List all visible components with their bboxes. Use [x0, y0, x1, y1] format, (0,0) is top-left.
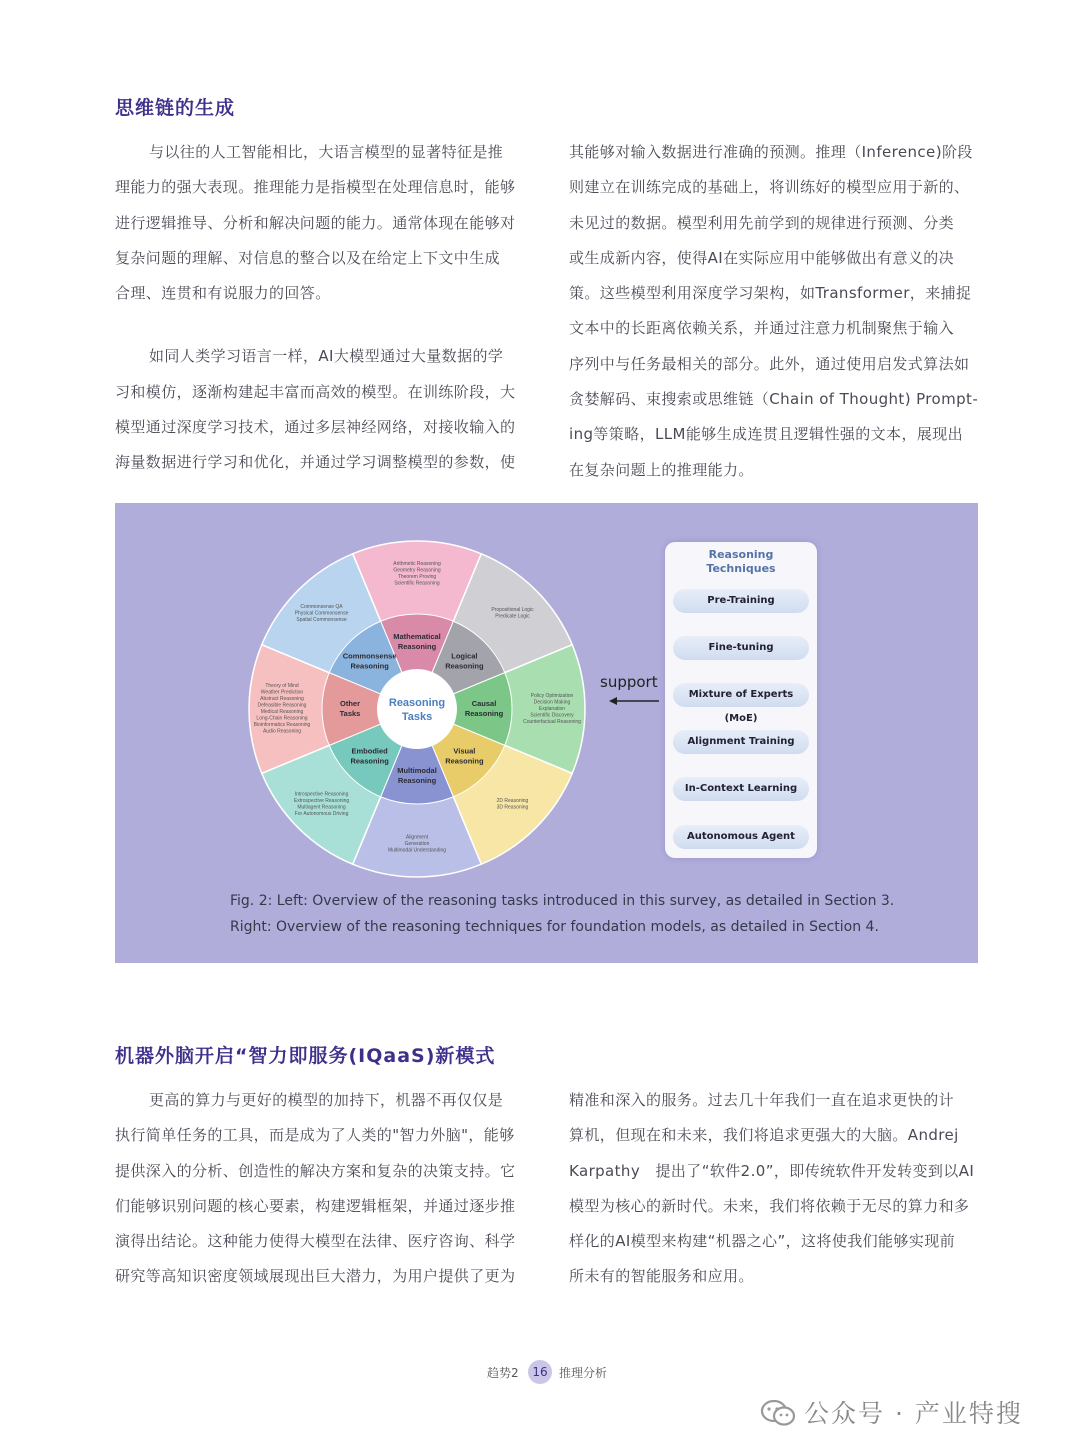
caption-line: Right: Overview of the reasoning techniques for foundation models, as detailed in Section 4. — [230, 919, 879, 935]
wheel-task-label: Embodied — [351, 746, 388, 756]
wheel-subtask-note: Scientific Reasoning — [394, 580, 440, 587]
section2-right-column — [569, 1083, 979, 1295]
wheel-subtask-note: Geometry Reasoning — [393, 567, 441, 574]
wheel-subtask-note: Counterfactual Reasoning — [523, 718, 581, 725]
text-line: 复杂问题的理解、对信息的整合以及在给定上下文中生成 — [115, 248, 501, 267]
text-line: 策。这些模型利用深度学习架构，如Transformer，来捕捉 — [569, 284, 972, 303]
text-line: Karpathy 提出了“软件2.0”，即传统软件开发转变到以AI — [569, 1161, 975, 1180]
text-line: 贪婪解码、束搜索或思维链（Chain of Thought) Prompt- — [569, 390, 979, 409]
wheel-subtask-note: Weather Prediction — [260, 689, 304, 696]
section-heading-cot: 思维链的生成 — [115, 97, 236, 119]
text-line: 理能力的强大表现。推理能力是指模型在处理信息时，能够 — [115, 178, 516, 197]
text-line: 进行逻辑推导、分析和解决问题的能力。通常体现在能够对 — [115, 213, 516, 232]
wheel-subtask-note: Physical Commonsense — [294, 610, 349, 617]
technique-moe: Mixture of Experts (MoE) — [673, 683, 809, 707]
technique-pretraining: Pre-Training — [673, 589, 809, 613]
arrow-left-icon — [609, 695, 659, 707]
wheel-task-label: Reasoning — [445, 756, 484, 766]
paragraph — [115, 135, 525, 311]
text-line: 样化的AI模型来构建“机器之心”，这将使我们能够实现前 — [569, 1232, 956, 1251]
wheel-subtask-note: Policy Optimization — [530, 692, 574, 699]
wheel-task-label: Causal — [471, 699, 497, 708]
technique-finetuning: Fine-tuning — [673, 636, 809, 660]
wheel-task-label: Reasoning — [464, 709, 504, 718]
technique-in-context-learning: In-Context Learning — [673, 777, 809, 801]
wheel-subtask-note: Audio Reasoning — [262, 728, 302, 735]
text-line: 习和模仿，逐渐构建起丰富而高效的模型。在训练阶段，大 — [115, 382, 516, 401]
section1-left-column — [115, 135, 525, 481]
wheel-subtask-note: Extrospective Reasoning — [293, 797, 350, 804]
text-line: 研究等高知识密度领域展现出巨大潜力，为用户提供了更为 — [115, 1267, 516, 1286]
wheel-subtask-note: Defeasible Reasoning — [257, 702, 307, 709]
text-line: 精准和深入的服务。过去几十年我们一直在追求更快的计 — [569, 1091, 955, 1109]
technique-autonomous-agent: Autonomous Agent — [673, 825, 809, 849]
wheel-center-label: Reasoning — [388, 697, 446, 709]
caption-line: Fig. 2: Left: Overview of the reasoning tasks introduced in this survey, as detailed in Section 3. — [230, 893, 895, 909]
text-line: 提供深入的分析、创造性的解决方案和复杂的决策支持。它 — [115, 1161, 516, 1180]
wheel-subtask-note: Arithmetic Reasoning — [393, 561, 441, 567]
text-line: 未见过的数据。模型利用先前学到的规律进行预测、分类 — [569, 213, 955, 232]
support-label: support — [600, 673, 658, 691]
reasoning-techniques-panel — [665, 542, 817, 858]
reasoning-tasks-wheel — [247, 539, 587, 879]
paragraph — [569, 135, 979, 488]
wheel-subtask-note: Multimodal Understanding — [387, 847, 447, 854]
section-heading-iqaas: 机器外脑开启“智力即服务(IQaaS)新模式 — [115, 1045, 496, 1067]
wheel-subtask-note: Medical Reasoning — [260, 709, 304, 715]
wheel-subtask-note: Abstract Reasoning — [260, 696, 304, 702]
wheel-subtask-note: Theorem Proving — [397, 574, 437, 580]
text-line: 如同人类学习语言一样，AI大模型通过大量数据的学 — [149, 347, 504, 366]
text-line: 们能够识别问题的核心要素，构建逻辑框架，并通过逐步推 — [115, 1196, 516, 1215]
text-line: 执行简单任务的工具，而是成为了人类的"智力外脑"，能够 — [115, 1126, 515, 1145]
page-number-badge: 16 — [528, 1360, 552, 1384]
page-footer — [0, 1360, 1080, 1384]
wheel-task-label: Multimodal — [397, 766, 437, 775]
wheel-subtask-note: Predicate Logic — [495, 613, 530, 620]
wheel-subtask-note: Spatial Commonsense — [296, 616, 347, 623]
text-line: 在复杂问题上的推理能力。 — [569, 460, 754, 479]
technique-alignment-training: Alignment Training — [673, 730, 809, 754]
wheel-subtask-note: Generation — [404, 840, 430, 847]
wheel-subtask-note: Scientific Discovery — [530, 712, 574, 719]
wheel-subtask-note: Long-Chain Reasoning — [256, 715, 308, 722]
watermark-text: 公众号 · 产业特搜 — [804, 1399, 1023, 1428]
text-line: 模型为核心的新时代。未来，我们将依赖于无尽的算力和多 — [569, 1196, 970, 1215]
wheel-subtask-note: For Autonomous Driving — [294, 810, 349, 817]
wheel-subtask-note: 3D Reasoning — [496, 804, 529, 811]
text-line: 演得出结论。这种能力使得大模型在法律、医疗咨询、科学 — [115, 1232, 516, 1251]
text-line: ing等策略，LLM能够生成连贯且逻辑性强的文本，展现出 — [569, 425, 964, 444]
wheel-subtask-note: 2D Reasoning — [496, 797, 529, 804]
wheel-center — [377, 669, 457, 749]
text-line: 海量数据进行学习和优化，并通过学习调整模型的参数，使 — [115, 453, 516, 472]
section2-left-column — [115, 1083, 525, 1295]
wheel-subtask-note: Theory of Mind — [265, 683, 299, 689]
wheel-subtask-note: Commonsense QA — [300, 603, 343, 610]
wheel-subtask-note: Propositional Logic — [491, 607, 534, 614]
techniques-title: Reasoning Techniques — [706, 548, 776, 575]
wheel-task-label: Logical — [451, 651, 478, 661]
wheel-center-label: Tasks — [401, 711, 433, 723]
text-line: 序列中与任务最相关的部分。此外，通过使用启发式算法如 — [569, 354, 970, 373]
wheel-task-label: Mathematical — [393, 632, 441, 641]
text-line: 更高的算力与更好的模型的加持下，机器不再仅仅是 — [149, 1091, 504, 1109]
text-line: 与以往的人工智能相比，大语言模型的显著特征是推 — [149, 143, 504, 161]
wheel-task-label: Reasoning — [350, 661, 389, 671]
section1-right-column — [569, 135, 979, 488]
wheel-subtask-note: Introspective Reasoning — [294, 791, 349, 798]
text-line: 所未有的智能服务和应用。 — [569, 1267, 754, 1286]
wheel-subtask-note: Multiagent Reasoning — [297, 804, 346, 811]
wheel-task-label: Reasoning — [350, 756, 389, 766]
text-line: 算机，但现在和未来，我们将追求更强大的大脑。Andrej — [569, 1126, 959, 1145]
text-line: 则建立在训练完成的基础上，将训练好的模型应用于新的、 — [569, 178, 970, 197]
text-line: 文本中的长距离依赖关系，并通过注意力机制聚焦于输入 — [569, 319, 955, 338]
figure-caption — [230, 888, 894, 940]
wheel-subtask-note: Decision Making — [533, 699, 571, 706]
wheel-task-label: Commonsense — [342, 651, 397, 661]
reasoning-figure — [115, 503, 978, 963]
wheel-task-label: Reasoning — [397, 776, 437, 785]
wheel-subtask-note: Bioinformatics Reasoning — [253, 722, 311, 728]
wheel-subtask-note: Explanation — [538, 705, 566, 712]
paragraph — [569, 1083, 979, 1295]
text-line: 合理、连贯和有说服力的回答。 — [115, 284, 331, 303]
paragraph — [115, 339, 525, 480]
footer-section-label: 趋势2 — [487, 1366, 519, 1380]
wheel-task-label: Tasks — [339, 709, 361, 718]
paragraph — [115, 1083, 525, 1295]
wheel-task-label: Other — [339, 699, 361, 708]
footer-chapter-label: 推理分析 — [559, 1366, 608, 1380]
wheel-subtask-note: Alignment — [405, 834, 429, 841]
text-line: 其能够对输入数据进行准确的预测。推理（Inference)阶段 — [569, 143, 973, 161]
text-line: 或生成新内容，使得AI在实际应用中能够做出有意义的决 — [569, 248, 955, 267]
wheel-task-label: Reasoning — [397, 642, 437, 651]
text-line: 模型通过深度学习技术，通过多层神经网络，对接收输入的 — [115, 418, 516, 437]
wheel-task-label: Reasoning — [445, 661, 484, 671]
wechat-icon — [760, 1399, 796, 1427]
wheel-task-label: Visual — [453, 746, 476, 756]
